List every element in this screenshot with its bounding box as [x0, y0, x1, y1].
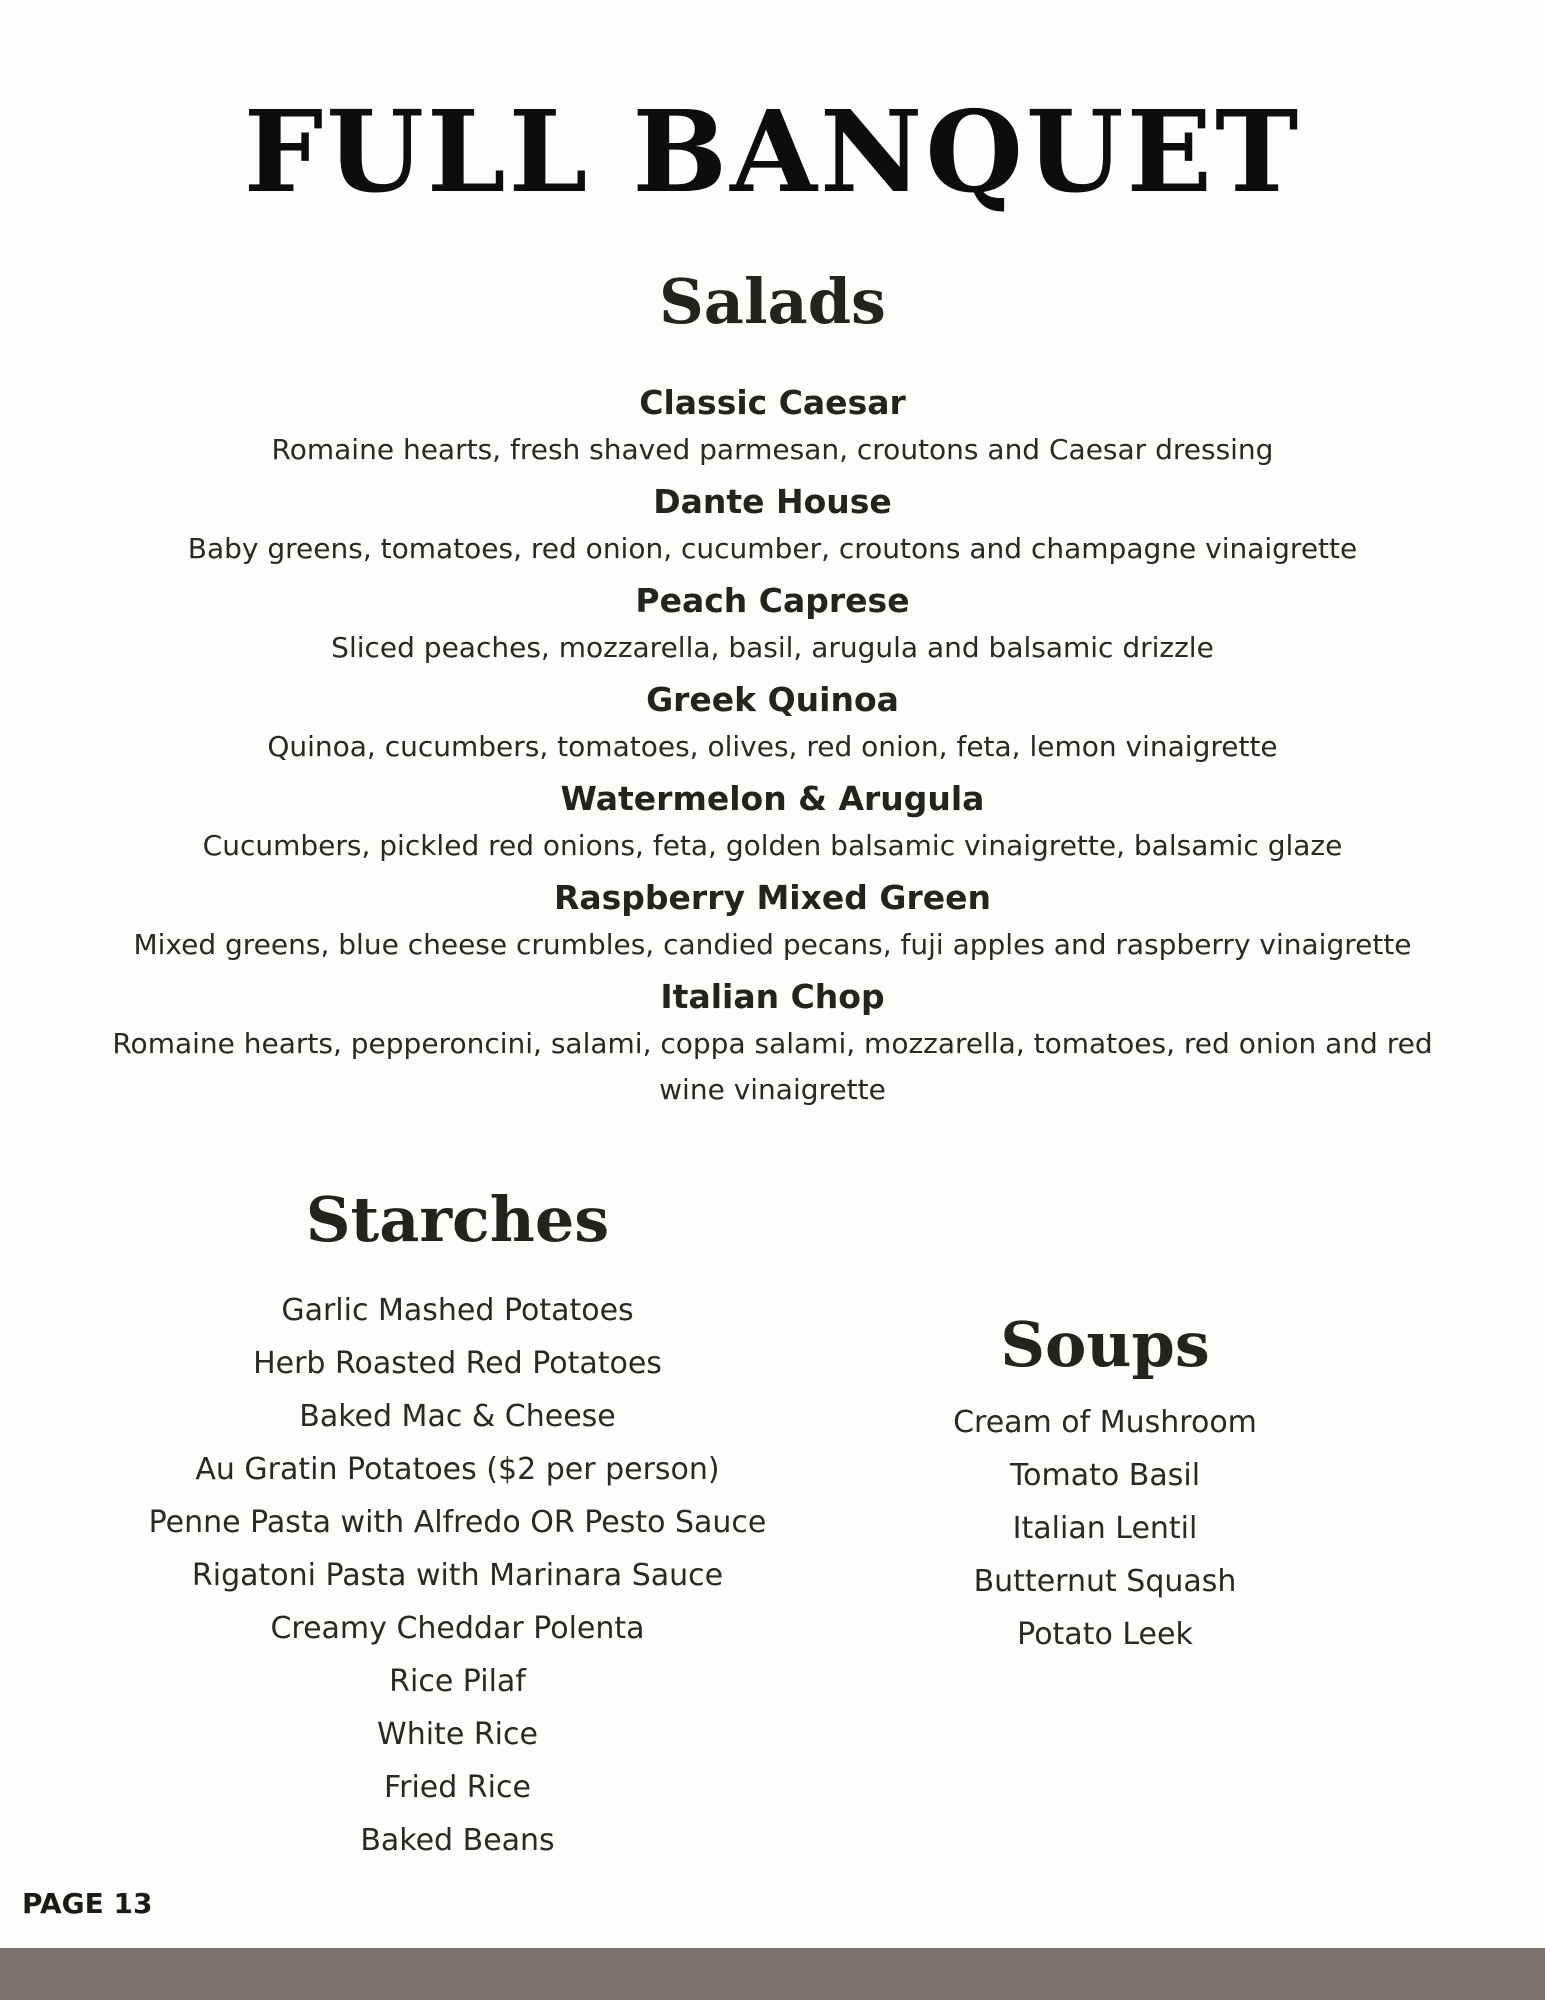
starch-item: Rigatoni Pasta with Marinara Sauce	[191, 1558, 724, 1593]
salad-description: Sliced peaches, mozzarella, basil, arugula and balsamic drizzle	[331, 631, 1214, 664]
starch-item: Herb Roasted Red Potatoes	[253, 1346, 662, 1381]
footer-bar	[0, 1948, 1545, 2000]
salad-name: Raspberry Mixed Green	[553, 878, 992, 917]
soup-item: Tomato Basil	[1009, 1458, 1201, 1493]
starch-item: Baked Beans	[360, 1823, 555, 1858]
salad-description: Baby greens, tomatoes, red onion, cucumber, croutons and champagne vinaigrette	[187, 532, 1358, 565]
starches-list	[100, 1284, 815, 1867]
salad-description: Romaine hearts, pepperoncini, salami, coppa salami, mozzarella, tomatoes, red onion and red wine vinaigrette	[112, 1027, 1433, 1106]
starch-item: Fried Rice	[384, 1770, 531, 1805]
page-title: FULL BANQUET	[243, 87, 1302, 218]
salad-item	[80, 378, 1465, 473]
salad-name: Dante House	[653, 482, 892, 521]
starch-item: Au Gratin Potatoes ($2 per person)	[195, 1452, 720, 1487]
starch-item: Rice Pilaf	[389, 1664, 526, 1699]
soup-item: Cream of Mushroom	[953, 1405, 1257, 1440]
salad-name: Italian Chop	[660, 977, 885, 1016]
salads-heading: Salads	[659, 265, 886, 338]
soup-item: Potato Leek	[1017, 1617, 1193, 1652]
salad-item	[80, 576, 1465, 671]
starch-item: Baked Mac & Cheese	[299, 1399, 616, 1434]
soup-item: Italian Lentil	[1012, 1511, 1198, 1546]
salad-item	[80, 477, 1465, 572]
salad-item	[80, 873, 1465, 968]
salad-name: Peach Caprese	[635, 581, 910, 620]
salad-item	[80, 972, 1465, 1113]
starch-item: Penne Pasta with Alfredo OR Pesto Sauce	[148, 1505, 767, 1540]
soup-item: Butternut Squash	[973, 1564, 1237, 1599]
salad-description: Mixed greens, blue cheese crumbles, candied pecans, fuji apples and raspberry vinaigrette	[133, 928, 1412, 961]
salad-description: Romaine hearts, fresh shaved parmesan, croutons and Caesar dressing	[271, 433, 1274, 466]
salad-name: Greek Quinoa	[646, 680, 899, 719]
starches-heading: Starches	[305, 1183, 610, 1256]
starch-item: White Rice	[377, 1717, 538, 1752]
page-number: PAGE 13	[22, 1887, 153, 1920]
salad-item	[80, 774, 1465, 869]
soups-list	[905, 1396, 1305, 1661]
salad-item	[80, 675, 1465, 770]
salads-list	[80, 378, 1465, 1117]
salad-description: Quinoa, cucumbers, tomatoes, olives, red onion, feta, lemon vinaigrette	[267, 730, 1278, 763]
starch-item: Garlic Mashed Potatoes	[281, 1293, 634, 1328]
salad-name: Watermelon & Arugula	[560, 779, 985, 818]
salad-description: Cucumbers, pickled red onions, feta, golden balsamic vinaigrette, balsamic glaze	[202, 829, 1343, 862]
starch-item: Creamy Cheddar Polenta	[270, 1611, 645, 1646]
salad-name: Classic Caesar	[639, 383, 906, 422]
soups-heading: Soups	[1000, 1308, 1210, 1381]
